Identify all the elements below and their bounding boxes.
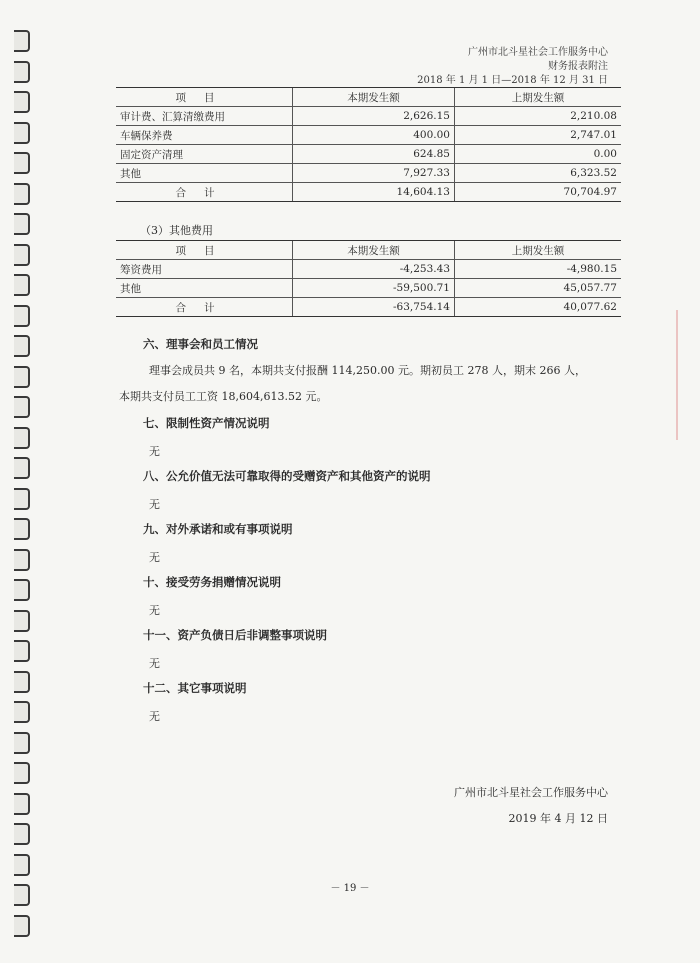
section-7-title: 七、限制性资产情况说明 <box>143 416 270 430</box>
col-header-current: 本期发生额 <box>293 241 455 260</box>
binding-ring <box>14 427 30 449</box>
binding-ring <box>14 854 30 876</box>
spiral-binding <box>6 30 36 955</box>
subsection-title: （3）其他费用 <box>140 224 213 237</box>
table-total-row <box>116 183 621 202</box>
binding-ring <box>14 549 30 571</box>
binding-ring <box>14 762 30 784</box>
binding-ring <box>14 335 30 357</box>
binding-ring <box>14 732 30 754</box>
binding-ring <box>14 915 30 937</box>
section-8-title: 八、公允价值无法可靠取得的受赠资产和其他资产的说明 <box>143 469 431 483</box>
binding-ring <box>14 305 30 327</box>
total-label: 合计 <box>116 183 293 202</box>
binding-ring <box>14 183 30 205</box>
section-8-none: 无 <box>149 498 160 511</box>
binding-ring <box>14 457 30 479</box>
table-row <box>116 126 621 145</box>
row-item: 其他 <box>116 164 293 183</box>
total-current: -63,754.14 <box>293 298 455 317</box>
section-9-none: 无 <box>149 551 160 564</box>
section-12-none: 无 <box>149 710 160 723</box>
row-previous: 2,210.08 <box>455 107 622 126</box>
total-current: 14,604.13 <box>293 183 455 202</box>
footer-date: 2019 年 4 月 12 日 <box>508 812 608 825</box>
header-org: 广州市北斗星社会工作服务中心 <box>468 47 608 58</box>
row-item: 车辆保养费 <box>116 126 293 145</box>
row-current: 7,927.33 <box>293 164 455 183</box>
binding-ring <box>14 610 30 632</box>
binding-ring <box>14 244 30 266</box>
table-header-row <box>116 88 621 107</box>
col-header-item: 项目 <box>116 88 293 107</box>
binding-ring <box>14 823 30 845</box>
binding-ring <box>14 274 30 296</box>
section-7-none: 无 <box>149 445 160 458</box>
section-11-none: 无 <box>149 657 160 670</box>
row-current: 624.85 <box>293 145 455 164</box>
header-period: 2018 年 1 月 1 日—2018 年 12 月 31 日 <box>417 75 608 86</box>
total-previous: 70,704.97 <box>455 183 622 202</box>
table-row <box>116 145 621 164</box>
binding-ring <box>14 213 30 235</box>
binding-ring <box>14 366 30 388</box>
col-header-previous: 上期发生额 <box>455 88 622 107</box>
page-number: － 19 － <box>330 883 370 894</box>
table-row <box>116 107 621 126</box>
total-previous: 40,077.62 <box>455 298 622 317</box>
section-10-none: 无 <box>149 604 160 617</box>
section-9-title: 九、对外承诺和或有事项说明 <box>143 522 293 536</box>
footer-org: 广州市北斗星社会工作服务中心 <box>454 786 608 799</box>
row-previous: 6,323.52 <box>455 164 622 183</box>
binding-ring <box>14 61 30 83</box>
row-item: 固定资产清理 <box>116 145 293 164</box>
table-row <box>116 279 621 298</box>
binding-ring <box>14 122 30 144</box>
row-current: 400.00 <box>293 126 455 145</box>
binding-ring <box>14 91 30 113</box>
binding-ring <box>14 793 30 815</box>
binding-ring <box>14 671 30 693</box>
section-12-title: 十二、其它事项说明 <box>143 681 247 695</box>
expense-table <box>116 87 621 202</box>
section-6-text-line2: 本期共支付员工工资 18,604,613.52 元。 <box>119 390 328 403</box>
section-10-title: 十、接受劳务捐赠情况说明 <box>143 575 281 589</box>
row-previous: -4,980.15 <box>455 260 622 279</box>
binding-ring <box>14 30 30 52</box>
col-header-item: 项目 <box>116 241 293 260</box>
row-current: -4,253.43 <box>293 260 455 279</box>
table-total-row <box>116 298 621 317</box>
row-previous: 2,747.01 <box>455 126 622 145</box>
seal-stamp-edge <box>676 310 700 440</box>
binding-ring <box>14 518 30 540</box>
row-current: -59,500.71 <box>293 279 455 298</box>
row-item: 筹资费用 <box>116 260 293 279</box>
col-header-current: 本期发生额 <box>293 88 455 107</box>
row-current: 2,626.15 <box>293 107 455 126</box>
row-previous: 45,057.77 <box>455 279 622 298</box>
binding-ring <box>14 701 30 723</box>
table-row <box>116 164 621 183</box>
binding-ring <box>14 396 30 418</box>
binding-ring <box>14 579 30 601</box>
col-header-previous: 上期发生额 <box>455 241 622 260</box>
row-previous: 0.00 <box>455 145 622 164</box>
binding-ring <box>14 488 30 510</box>
row-item: 审计费、汇算清缴费用 <box>116 107 293 126</box>
section-6-text-line1: 理事会成员共 9 名，本期共支付报酬 114,250.00 元。期初员工 278 人，期末 266 人， <box>149 364 586 377</box>
other-expense-table <box>116 240 621 317</box>
row-item: 其他 <box>116 279 293 298</box>
binding-ring <box>14 640 30 662</box>
binding-ring <box>14 152 30 174</box>
total-label: 合计 <box>116 298 293 317</box>
table-row <box>116 260 621 279</box>
table-header-row <box>116 241 621 260</box>
section-6-title: 六、理事会和员工情况 <box>143 337 258 351</box>
section-11-title: 十一、资产负债日后非调整事项说明 <box>143 628 327 642</box>
header-doc-title: 财务报表附注 <box>548 61 608 72</box>
